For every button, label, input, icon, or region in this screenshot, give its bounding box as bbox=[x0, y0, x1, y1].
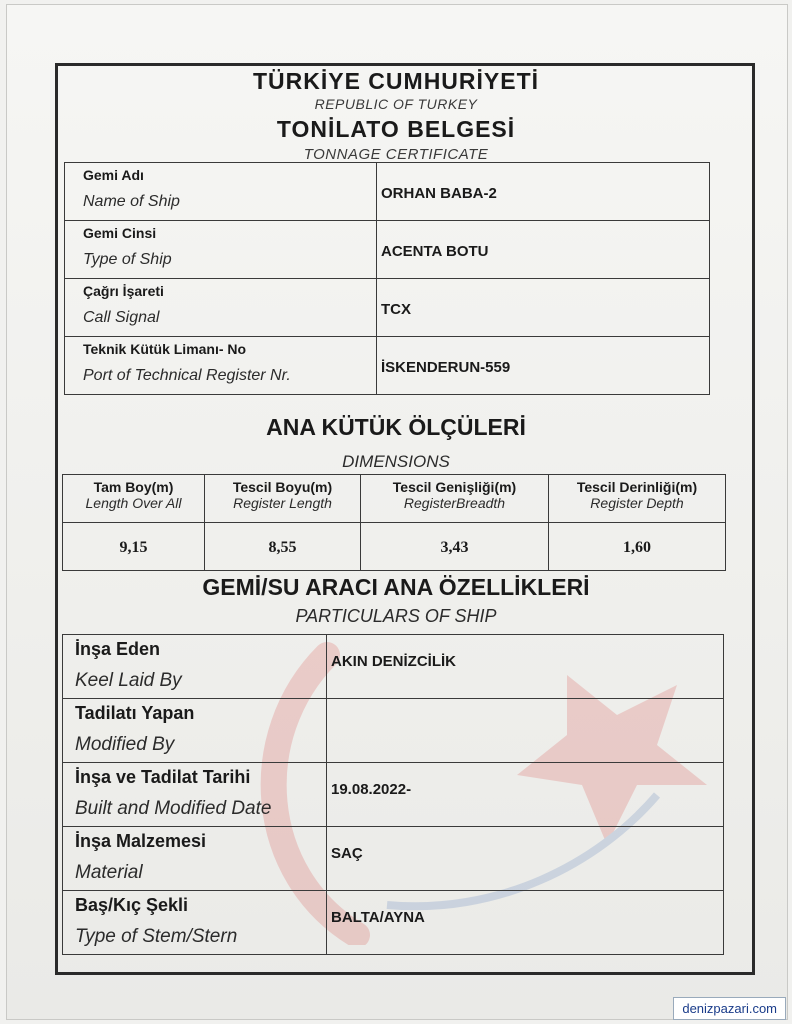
column-label-tr: Tescil Genişliği(m) bbox=[392, 479, 517, 495]
col-register-depth bbox=[549, 475, 726, 523]
ship-type-label bbox=[65, 221, 377, 279]
label-en: Port of Technical Register Nr. bbox=[83, 367, 291, 384]
label-en: Modified By bbox=[75, 734, 175, 755]
table-row bbox=[65, 337, 710, 395]
table-row bbox=[63, 635, 724, 699]
label-en: Call Signal bbox=[83, 309, 160, 326]
register-depth-value: 1,60 bbox=[549, 523, 726, 571]
column-label-en: Length Over All bbox=[85, 495, 182, 511]
table-row bbox=[65, 163, 710, 221]
ship-name-value: ORHAN BABA-2 bbox=[377, 163, 710, 221]
stem-stern-label bbox=[63, 891, 327, 955]
label-tr: Gemi Adı bbox=[83, 167, 144, 183]
material-value: SAÇ bbox=[327, 827, 724, 891]
table-row bbox=[65, 221, 710, 279]
register-port-value: İSKENDERUN-559 bbox=[377, 337, 710, 395]
label-tr: İnşa Malzemesi bbox=[75, 831, 207, 851]
col-length-over-all bbox=[63, 475, 205, 523]
label-tr: Baş/Kıç Şekli bbox=[75, 895, 189, 915]
ship-info-table bbox=[64, 162, 710, 395]
dimensions-heading: ANA KÜTÜK ÖLÇÜLERİ bbox=[266, 414, 526, 440]
column-label-tr: Tescil Boyu(m) bbox=[232, 479, 333, 495]
label-en: Material bbox=[75, 862, 143, 883]
column-label-en: RegisterBreadth bbox=[403, 495, 506, 511]
register-breadth-value: 3,43 bbox=[361, 523, 549, 571]
register-port-label bbox=[65, 337, 377, 395]
keel-laid-by-value: AKIN DENİZCİLİK bbox=[327, 635, 724, 699]
dimensions-table bbox=[62, 474, 726, 571]
table-row bbox=[63, 827, 724, 891]
title-certificate-tr: TONİLATO BELGESİ bbox=[276, 116, 516, 142]
material-label bbox=[63, 827, 327, 891]
column-label-tr: Tescil Derinliği(m) bbox=[576, 479, 698, 495]
label-en: Type of Stem/Stern bbox=[75, 926, 238, 947]
table-row bbox=[63, 523, 726, 571]
keel-laid-by-label bbox=[63, 635, 327, 699]
label-tr: Teknik Kütük Limanı- No bbox=[83, 341, 247, 357]
particulars-table bbox=[62, 634, 724, 955]
table-row bbox=[63, 763, 724, 827]
particulars-heading: GEMİ/SU ARACI ANA ÖZELLİKLERİ bbox=[202, 574, 590, 600]
label-en: Name of Ship bbox=[83, 193, 180, 210]
column-label-tr: Tam Boy(m) bbox=[93, 479, 174, 495]
modified-by-label bbox=[63, 699, 327, 763]
call-signal-label bbox=[65, 279, 377, 337]
built-date-label bbox=[63, 763, 327, 827]
label-tr: Gemi Cinsi bbox=[83, 225, 157, 241]
ship-name-label bbox=[65, 163, 377, 221]
label-en: Keel Laid By bbox=[75, 670, 182, 691]
ship-type-value: ACENTA BOTU bbox=[377, 221, 710, 279]
table-header-row bbox=[63, 475, 726, 523]
label-tr: Çağrı İşareti bbox=[83, 283, 164, 299]
modified-by-value bbox=[327, 699, 724, 763]
title-country-tr: TÜRKİYE CUMHURİYETİ bbox=[252, 68, 540, 94]
length-over-all-value: 9,15 bbox=[63, 523, 205, 571]
title-country-en: REPUBLIC OF TURKEY bbox=[314, 96, 478, 112]
column-label-en: Register Depth bbox=[590, 495, 684, 511]
register-length-value: 8,55 bbox=[205, 523, 361, 571]
col-register-breadth bbox=[361, 475, 549, 523]
table-row bbox=[65, 279, 710, 337]
label-en: Built and Modified Date bbox=[75, 798, 272, 819]
particulars-subheading: PARTICULARS OF SHIP bbox=[295, 606, 497, 626]
label-tr: İnşa Eden bbox=[75, 639, 161, 659]
col-register-length bbox=[205, 475, 361, 523]
site-watermark-badge: denizpazari.com bbox=[673, 997, 786, 1020]
call-signal-value: TCX bbox=[377, 279, 710, 337]
title-certificate-en: TONNAGE CERTIFICATE bbox=[303, 146, 489, 163]
table-row bbox=[63, 699, 724, 763]
dimensions-subheading: DIMENSIONS bbox=[342, 452, 450, 471]
label-tr: İnşa ve Tadilat Tarihi bbox=[75, 767, 251, 787]
column-label-en: Register Length bbox=[233, 495, 332, 511]
label-en: Type of Ship bbox=[83, 251, 172, 268]
table-row bbox=[63, 891, 724, 955]
built-date-value: 19.08.2022- bbox=[327, 763, 724, 827]
stem-stern-value: BALTA/AYNA bbox=[327, 891, 724, 955]
label-tr: Tadilatı Yapan bbox=[75, 703, 195, 723]
